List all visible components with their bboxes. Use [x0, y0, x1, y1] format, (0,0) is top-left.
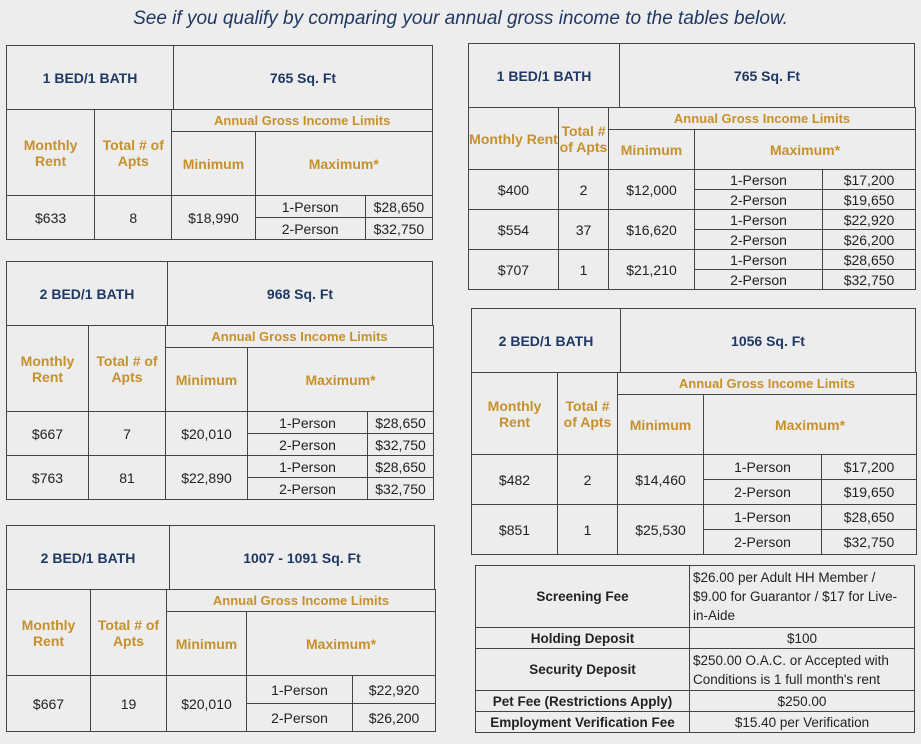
minimum-header: Minimum [618, 395, 704, 455]
rent-cell: $554 [469, 210, 559, 250]
maximum-cell: $28,650 [368, 412, 434, 434]
fee-label: Screening Fee [476, 566, 690, 628]
maximum-header: Maximum* [248, 348, 434, 412]
income-table [468, 107, 916, 290]
maximum-header: Maximum* [255, 132, 432, 196]
unit-type: 2 BED/1 BATH [7, 526, 170, 589]
household-size: 2-Person [248, 434, 368, 456]
total-apts-header: Total # of Apts [558, 373, 618, 455]
minimum-cell: $20,010 [166, 412, 248, 456]
unit-size: 1007 - 1091 Sq. Ft [243, 549, 361, 566]
minimum-header: Minimum [172, 132, 255, 196]
annual-limits-header: Annual Gross Income Limits [172, 110, 433, 132]
minimum-cell: $20,010 [167, 676, 247, 732]
unit-type: 1 BED/1 BATH [7, 46, 174, 109]
apts-cell: 37 [559, 210, 609, 250]
income-table [6, 589, 436, 732]
unit-header [6, 45, 433, 110]
apts-cell: 19 [91, 676, 167, 732]
income-table [6, 325, 434, 500]
unit-header [468, 43, 915, 108]
rent-cell: $482 [472, 455, 558, 505]
rent-cell: $667 [7, 676, 91, 732]
monthly-rent-header: Monthly Rent [469, 108, 559, 170]
fee-value: $26.00 per Adult HH Member / $9.00 for Guarantor / $17 for Live-in-Aide [690, 566, 915, 628]
total-apts-header: Total # of Apts [95, 110, 172, 196]
household-size: 1-Person [695, 170, 823, 190]
income-table [471, 372, 917, 555]
household-size: 1-Person [695, 250, 823, 270]
fee-value: $250.00 O.A.C. or Accepted with Conditions is 1 full month's rent [690, 649, 915, 691]
apts-cell: 2 [558, 455, 618, 505]
household-size: 1-Person [255, 196, 365, 218]
maximum-cell: $28,650 [368, 456, 434, 478]
household-size: 1-Person [704, 505, 822, 530]
annual-limits-header: Annual Gross Income Limits [167, 590, 436, 612]
annual-limits-header: Annual Gross Income Limits [166, 326, 434, 348]
minimum-cell: $21,210 [609, 250, 695, 290]
monthly-rent-header: Monthly Rent [7, 326, 89, 412]
maximum-cell: $17,200 [823, 170, 916, 190]
maximum-cell: $28,650 [365, 196, 432, 218]
household-size: 2-Person [247, 704, 353, 732]
household-size: 2-Person [704, 480, 822, 505]
maximum-cell: $28,650 [822, 505, 917, 530]
maximum-cell: $19,650 [823, 190, 916, 210]
maximum-cell: $32,750 [822, 530, 917, 555]
apts-cell: 7 [89, 412, 166, 456]
minimum-cell: $25,530 [618, 505, 704, 555]
minimum-cell: $18,990 [172, 196, 255, 240]
total-apts-header: Total # of Apts [559, 108, 609, 170]
fee-label: Holding Deposit [476, 628, 690, 649]
page-title: See if you qualify by comparing your annual gross income to the tables below. [133, 8, 788, 29]
maximum-header: Maximum* [704, 395, 917, 455]
unit-size: 765 Sq. Ft [733, 67, 801, 84]
unit-size: 968 Sq. Ft [266, 285, 334, 302]
household-size: 2-Person [695, 270, 823, 290]
maximum-cell: $32,750 [365, 218, 432, 240]
fee-label: Employment Verification Fee [476, 712, 690, 733]
household-size: 2-Person [695, 230, 823, 250]
maximum-cell: $26,200 [353, 704, 436, 732]
maximum-cell: $22,920 [353, 676, 436, 704]
apts-cell: 2 [559, 170, 609, 210]
apts-cell: 1 [559, 250, 609, 290]
maximum-cell: $17,200 [822, 455, 917, 480]
maximum-cell: $26,200 [823, 230, 916, 250]
household-size: 2-Person [248, 478, 368, 500]
income-table [6, 109, 433, 240]
annual-limits-header: Annual Gross Income Limits [609, 108, 916, 130]
unit-header [6, 261, 433, 326]
unit-size: 1056 Sq. Ft [731, 332, 805, 349]
fee-value: $15.40 per Verification [690, 712, 915, 733]
apts-cell: 8 [95, 196, 172, 240]
unit-type: 2 BED/1 BATH [7, 262, 168, 325]
monthly-rent-header: Monthly Rent [7, 110, 95, 196]
fee-value: $250.00 [690, 691, 915, 712]
minimum-header: Minimum [166, 348, 248, 412]
fee-value: $100 [690, 628, 915, 649]
unit-header [6, 525, 435, 590]
household-size: 1-Person [695, 210, 823, 230]
unit-type: 2 BED/1 BATH [472, 309, 621, 372]
unit-type: 1 BED/1 BATH [469, 44, 620, 107]
maximum-cell: $32,750 [368, 478, 434, 500]
household-size: 1-Person [248, 412, 368, 434]
maximum-header: Maximum* [695, 130, 916, 170]
rent-cell: $400 [469, 170, 559, 210]
maximum-cell: $22,920 [823, 210, 916, 230]
rent-cell: $707 [469, 250, 559, 290]
household-size: 2-Person [255, 218, 365, 240]
minimum-cell: $22,890 [166, 456, 248, 500]
maximum-cell: $28,650 [823, 250, 916, 270]
apts-cell: 81 [89, 456, 166, 500]
monthly-rent-header: Monthly Rent [472, 373, 558, 455]
household-size: 1-Person [704, 455, 822, 480]
maximum-cell: $32,750 [823, 270, 916, 290]
maximum-header: Maximum* [247, 612, 436, 676]
apts-cell: 1 [558, 505, 618, 555]
household-size: 1-Person [247, 676, 353, 704]
total-apts-header: Total # of Apts [91, 590, 167, 676]
household-size: 1-Person [248, 456, 368, 478]
fee-label: Security Deposit [476, 649, 690, 691]
rent-cell: $763 [7, 456, 89, 500]
minimum-cell: $14,460 [618, 455, 704, 505]
unit-size: 765 Sq. Ft [269, 69, 337, 86]
monthly-rent-header: Monthly Rent [7, 590, 91, 676]
household-size: 2-Person [704, 530, 822, 555]
annual-limits-header: Annual Gross Income Limits [618, 373, 917, 395]
minimum-cell: $12,000 [609, 170, 695, 210]
maximum-cell: $32,750 [368, 434, 434, 456]
unit-header [471, 308, 916, 373]
minimum-header: Minimum [167, 612, 247, 676]
fee-label: Pet Fee (Restrictions Apply) [476, 691, 690, 712]
rent-cell: $667 [7, 412, 89, 456]
fees-table [475, 565, 915, 733]
rent-cell: $633 [7, 196, 95, 240]
household-size: 2-Person [695, 190, 823, 210]
total-apts-header: Total # of Apts [89, 326, 166, 412]
minimum-header: Minimum [609, 130, 695, 170]
minimum-cell: $16,620 [609, 210, 695, 250]
rent-cell: $851 [472, 505, 558, 555]
maximum-cell: $19,650 [822, 480, 917, 505]
